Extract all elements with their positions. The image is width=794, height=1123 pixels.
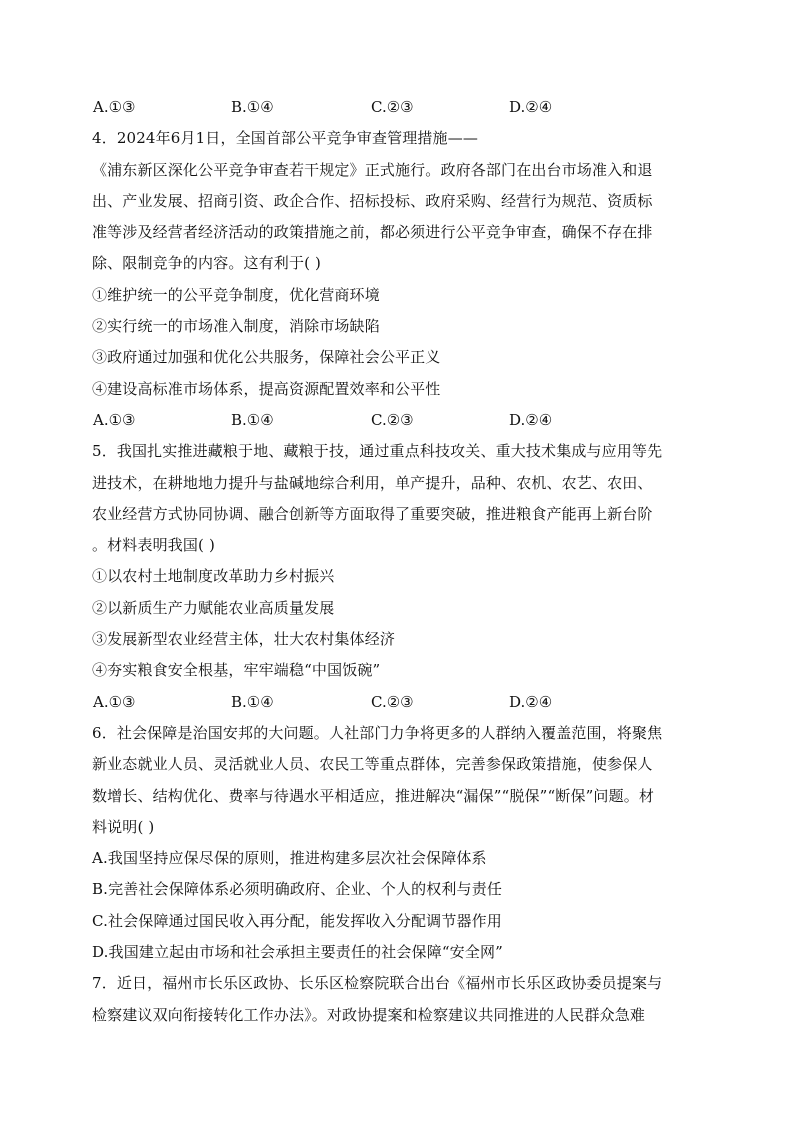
- q5-option-a: A.①③: [93, 692, 136, 711]
- q5-item-3: ③发展新型农业经营主体，壮大农村集体经济: [92, 630, 396, 649]
- q4-stem-line: 准等涉及经营者经济活动的政策措施之前，都必须进行公平竞争审查，确保不存在排: [92, 223, 653, 242]
- q4-option-c: C.②③: [371, 410, 414, 429]
- q6-stem-line: 料说明( ): [92, 817, 155, 836]
- q6-choice-d: D.我国建立起由市场和社会承担主要责任的社会保障“安全网”: [92, 943, 503, 962]
- q5-option-b: B.①④: [231, 692, 274, 711]
- exam-page: [92, 92, 702, 1031]
- q6-stem-line: 6．社会保障是治国安邦的大问题。人社部门力争将更多的人群纳入覆盖范围，将聚焦: [92, 723, 663, 742]
- question-7: [92, 968, 702, 1031]
- q4-stem-line: 《浦东新区深化公平竞争审查若干规定》正式施行。政府各部门在出台市场准入和退: [92, 160, 653, 179]
- q5-stem-line: 农业经营方式协同协调、融合创新等方面取得了重要突破，推进粮食产能再上新台阶: [92, 504, 653, 523]
- q3-option-a: A.①③: [93, 98, 136, 116]
- q6-choice-c: C.社会保障通过国民收入再分配，能发挥收入分配调节器作用: [92, 911, 502, 930]
- q6-choice-a: A.我国坚持应保尽保的原则，推进构建多层次社会保障体系: [92, 849, 487, 868]
- question-5: [92, 436, 702, 718]
- q3-options: [92, 92, 702, 123]
- q5-stem-line: 5．我国扎实推进藏粮于地、藏粮于技，通过重点科技攻关、重大技术集成与应用等先: [92, 442, 663, 461]
- q4-stem-line: 出、产业发展、招商引资、政企合作、招标投标、政府采购、经营行为规范、资质标: [92, 191, 653, 210]
- q3-option-d: D.②④: [509, 98, 553, 116]
- q5-option-c: C.②③: [371, 692, 414, 711]
- q5-option-d: D.②④: [509, 692, 553, 711]
- q4-option-b: B.①④: [231, 410, 274, 429]
- q4-item-3: ③政府通过加强和优化公共服务，保障社会公平正义: [92, 348, 441, 367]
- q7-stem-line: 检察建议双向衔接转化工作办法》。对政协提案和检察建议共同推进的人民群众急难: [92, 1005, 646, 1024]
- q5-item-1: ①以农村土地制度改革助力乡村振兴: [92, 567, 335, 586]
- q4-option-d: D.②④: [509, 410, 553, 429]
- q7-stem-line: 7．近日，福州市长乐区政协、长乐区检察院联合出台《福州市长乐区政协委员提案与: [92, 974, 663, 993]
- q6-stem-line: 数增长、结构优化、费率与待遇水平相适应，推进解决“漏保”“脱保”“断保”问题。材: [92, 786, 655, 805]
- q6-choice-b: B.完善社会保障体系必须明确政府、企业、个人的权利与责任: [92, 880, 502, 899]
- question-6: [92, 718, 702, 968]
- q3-option-b: B.①④: [231, 98, 274, 116]
- q4-stem-line: 4．2024年6月1日，全国首部公平竞争审查管理措施——: [92, 129, 479, 148]
- q4-item-1: ①维护统一的公平竞争制度，优化营商环境: [92, 285, 380, 304]
- q4-stem-line: 除、限制竞争的内容。这有利于( ): [92, 254, 322, 273]
- q6-stem-line: 新业态就业人员、灵活就业人员、农民工等重点群体，完善参保政策措施，使参保人: [92, 755, 653, 774]
- q5-stem-line: 。材料表明我国( ): [92, 536, 215, 555]
- q3-option-c: C.②③: [371, 98, 414, 116]
- q5-item-2: ②以新质生产力赋能农业高质量发展: [92, 598, 335, 617]
- q4-item-4: ④建设高标准市场体系，提高资源配置效率和公平性: [92, 379, 441, 398]
- q5-item-4: ④夯实粮食安全根基，牢牢端稳“中国饭碗”: [92, 661, 381, 680]
- q4-item-2: ②实行统一的市场准入制度，消除市场缺陷: [92, 317, 380, 336]
- q5-stem-line: 进技术，在耕地地力提升与盐碱地综合利用，单产提升，品种、农机、农艺、农田、: [92, 473, 653, 492]
- question-4: [92, 123, 702, 436]
- q4-option-a: A.①③: [93, 410, 136, 429]
- q5-options: [92, 687, 702, 718]
- q4-options: [92, 405, 702, 436]
